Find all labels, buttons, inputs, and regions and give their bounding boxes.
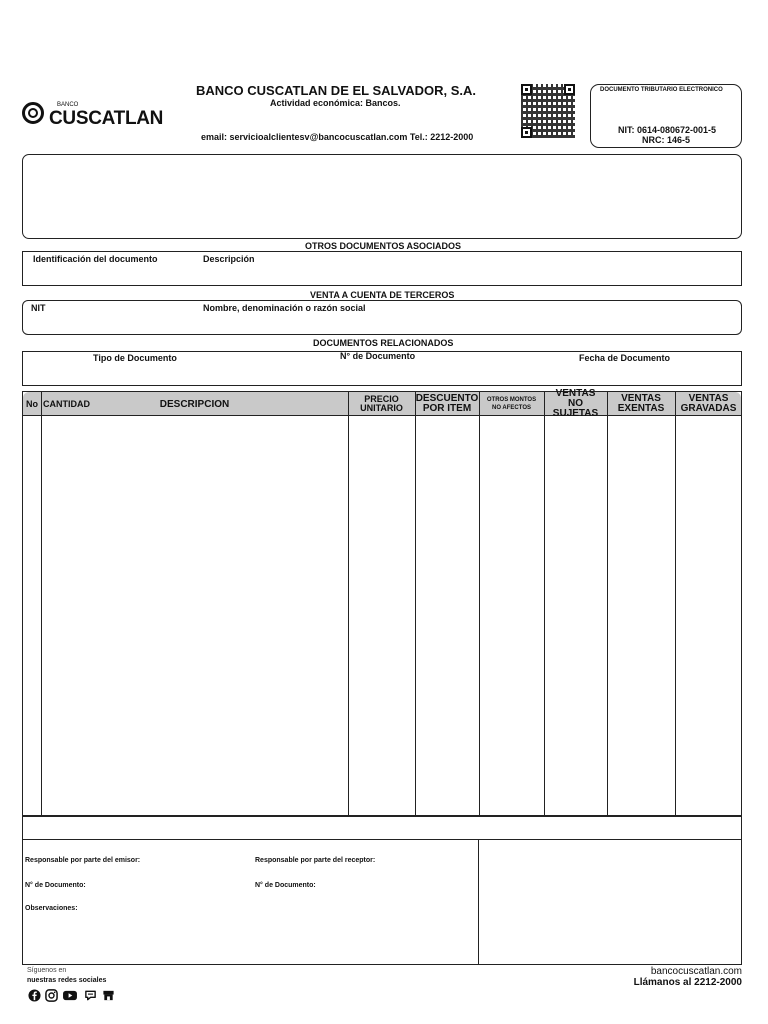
header-descuento-item: DESCUENTO POR ITEM (415, 393, 479, 414)
header-ventas-no-sujetas: VENTAS NO SUJETAS (552, 388, 599, 419)
nrc-label: NRC: 146-5 (642, 135, 691, 145)
column-divider (479, 392, 480, 815)
otros-documentos-title: OTROS DOCUMENTOS ASOCIADOS (305, 241, 462, 251)
follow-us-label: Síguenos en (27, 967, 67, 974)
terceros-nit-label: NIT (31, 303, 46, 313)
column-divider (348, 392, 349, 815)
relacionados-title: DOCUMENTOS RELACIONADOS (313, 338, 454, 348)
qr-finder-top-right (564, 84, 575, 95)
relacionados-fecha-label: Fecha de Documento (579, 353, 671, 363)
logo-small-text: BANCO (57, 102, 79, 108)
facebook-icon[interactable] (28, 989, 41, 1002)
column-divider (415, 392, 416, 815)
instagram-icon[interactable] (45, 989, 58, 1002)
terceros-box (22, 300, 742, 335)
header-precio-unitario: PRECIO UNITARIO (360, 394, 403, 413)
signature-divider (478, 839, 479, 965)
header-cantidad: CANTIDAD (43, 398, 90, 409)
qr-finder-bottom-left (521, 127, 532, 138)
social-networks-label: nuestras redes sociales (27, 977, 107, 984)
column-divider (41, 392, 42, 815)
header-ventas-gravadas: VENTAS GRAVADAS (680, 393, 737, 414)
youtube-icon[interactable] (62, 989, 78, 1002)
doc-type-label: DOCUMENTO TRIBUTARIO ELECTRONICO (600, 87, 723, 93)
header-ventas-exentas: VENTAS EXENTAS (617, 393, 665, 414)
website-link[interactable]: bancocuscatlan.com (650, 966, 742, 977)
relacionados-tipo-label: Tipo de Documento (93, 353, 177, 363)
column-divider (544, 392, 545, 815)
store-icon[interactable] (102, 989, 115, 1002)
nit-label: NIT: 0614-080672-001-5 (618, 125, 717, 135)
terceros-title: VENTA A CUENTA DE TERCEROS (310, 290, 455, 300)
relacionados-numero-label: N° de Documento (340, 351, 416, 361)
resp-receptor-label: Responsable por parte del receptor: (255, 857, 376, 864)
resp-emisor-label: Responsable por parte del emisor: (25, 857, 141, 864)
observaciones-label: Observaciones: (25, 905, 78, 912)
doc-receptor-label: N° de Documento: (255, 882, 316, 889)
otros-documentos-desc-label: Descripción (203, 254, 255, 264)
contact-line: email: servicioalclientesv@bancocuscatlan.com Tel.: 2212-2000 (201, 132, 474, 142)
call-us-label: Llámanos al 2212-2000 (633, 977, 742, 988)
header-no: No (26, 398, 38, 409)
qr-finder-top-left (521, 84, 532, 95)
logo-name: CUSCATLAN (49, 108, 164, 129)
economic-activity: Actividad económica: Bancos. (270, 98, 401, 108)
otros-documentos-id-label: Identificación del documento (33, 254, 158, 264)
items-table (22, 388, 742, 816)
chat-icon[interactable] (84, 989, 97, 1002)
column-divider (607, 392, 608, 815)
header-descripcion: DESCRIPCION (159, 398, 230, 410)
cuscatlan-logo-icon (22, 102, 44, 124)
column-divider (675, 392, 676, 815)
totals-row (22, 815, 742, 840)
receiver-info-box (22, 154, 742, 239)
doc-emisor-label: N° de Documento: (25, 882, 86, 889)
header-otros-montos: OTROS MONTOS NO AFECTOS (486, 397, 537, 411)
company-name: BANCO CUSCATLAN DE EL SALVADOR, S.A. (196, 83, 476, 98)
terceros-name-label: Nombre, denominación o razón social (203, 303, 366, 313)
